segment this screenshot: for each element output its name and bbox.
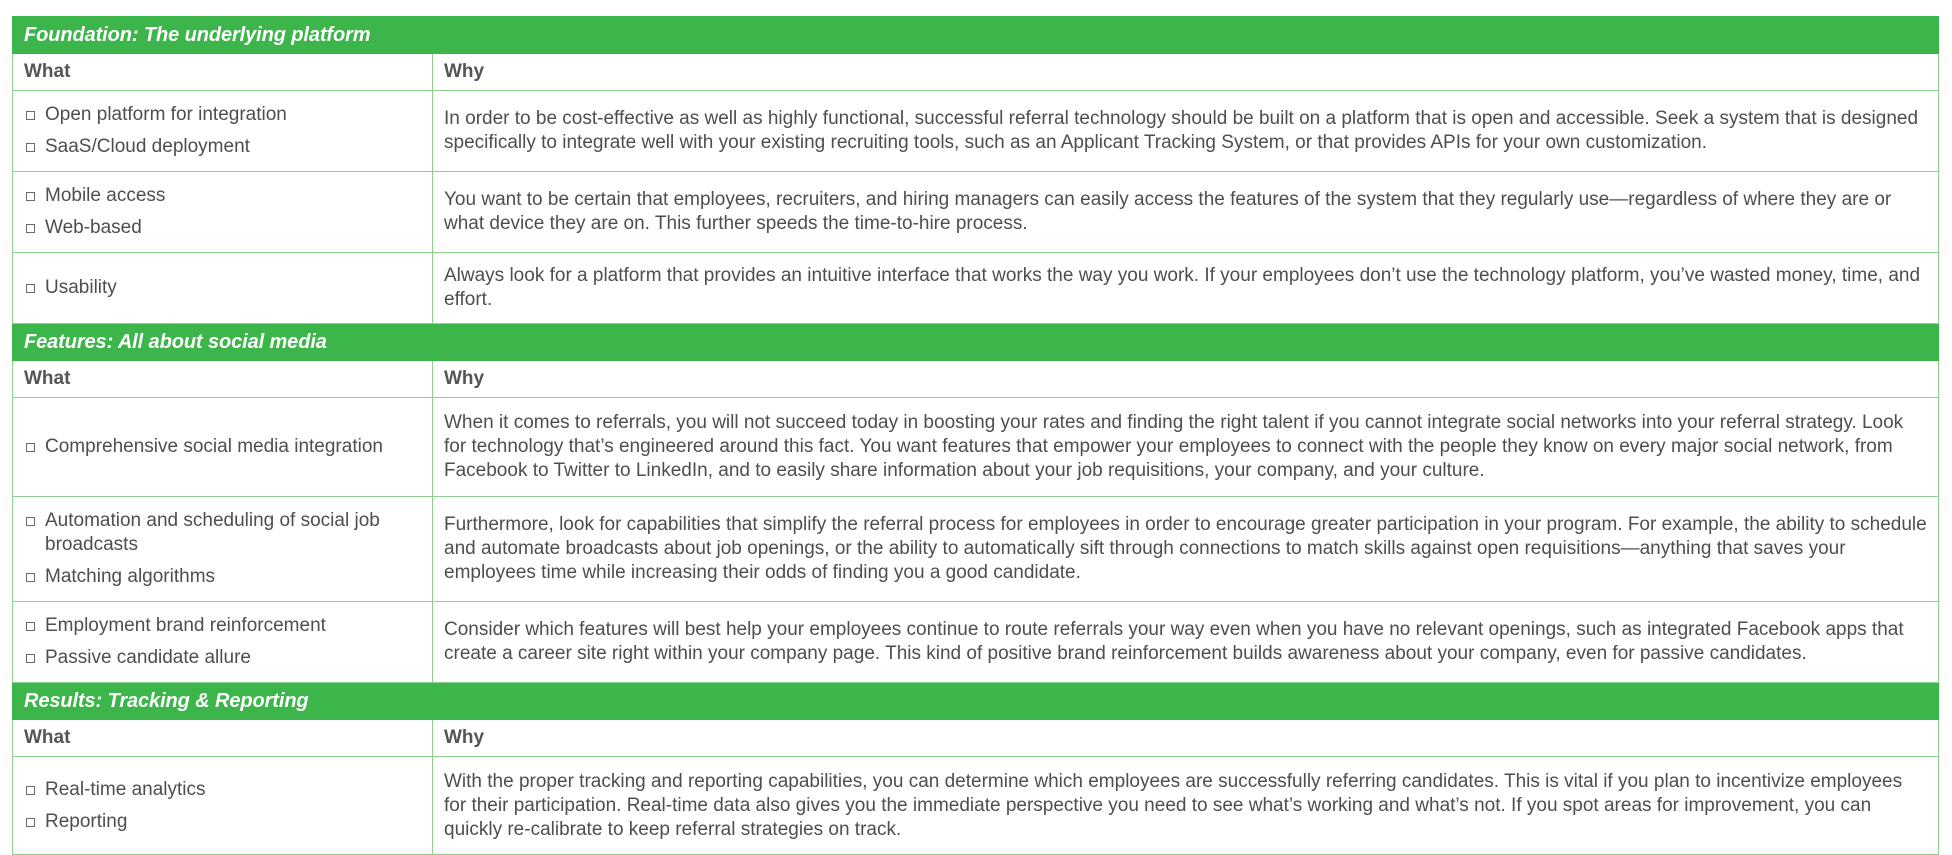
checkbox-bullet-icon [26,818,35,827]
why-header: Why [433,720,1939,757]
what-list [24,614,424,670]
checkbox-bullet-icon [26,111,35,120]
list-item-label: Real-time analytics [45,778,206,800]
table-row [13,253,1939,324]
list-item [24,135,424,159]
section-title: Features: All about social media [13,324,1939,361]
why-cell: In order to be cost-effective as well as highly functional, successful referral technology should be built on a platform that is open and accessible. Seek a system that is designed specifically to integrate well with your existing recruiting tools, such as an Applicant Tracking System, or that provides APIs for your own customization. [433,91,1939,172]
section-header-results [13,683,1939,720]
list-item [24,184,424,208]
list-item [24,614,424,638]
checkbox-bullet-icon [26,143,35,152]
why-header: Why [433,54,1939,91]
table-row [13,497,1939,602]
list-item-label: Matching algorithms [45,566,216,587]
what-cell [13,602,433,683]
table-row [13,602,1939,683]
what-cell [13,172,433,253]
table-row [13,757,1939,855]
what-list [24,184,424,240]
table-row [13,398,1939,497]
list-item [24,276,424,300]
why-cell: Furthermore, look for capabilities that simplify the referral process for employees in order to encourage greater participation in your program. For example, the ability to schedule and automate broadcasts about job openings, or the ability to automatically sift through connections to match skills against open requisitions—anything that saves your employees time while increasing their odds of finding you a good candidate. [433,497,1939,602]
what-cell [13,253,433,324]
checkbox-bullet-icon [26,284,35,293]
section-title: Results: Tracking & Reporting [13,683,1939,720]
what-header: What [13,361,433,398]
section-title: Foundation: The underlying platform [13,17,1939,54]
list-item [24,565,424,589]
what-header: What [13,54,433,91]
why-cell: With the proper tracking and reporting capabilities, you can determine which employees are successfully referring candidates. This is vital if you plan to incentivize employees for their participation. Real-time data also gives you the immediate perspective you need to see what’s working and what’s not. If you spot areas for improvement, you can quickly re-calibrate to keep referral strategies on track. [433,757,1939,855]
why-cell: You want to be certain that employees, recruiters, and hiring managers can easily access the features of the system that they regularly use—regardless of where they are or what device they are on. This further speeds the time-to-hire process. [433,172,1939,253]
referral-technology-table-container [12,16,1939,855]
column-header-row [13,361,1939,398]
referral-technology-table [12,16,1939,855]
why-cell: Always look for a platform that provides an intuitive interface that works the way you work. If your employees don’t use the technology platform, you’ve wasted money, time, and effort. [433,253,1939,324]
checkbox-bullet-icon [26,654,35,663]
list-item-label: Usability [45,277,117,298]
list-item-label: Passive candidate allure [45,647,251,668]
what-cell [13,757,433,855]
what-header: What [13,720,433,757]
column-header-row [13,720,1939,757]
checkbox-bullet-icon [26,192,35,201]
what-list [24,103,424,159]
section-header-foundation [13,17,1939,54]
list-item [24,646,424,670]
list-item [24,778,424,802]
column-header-row [13,54,1939,91]
list-item-label: Mobile access [45,185,166,206]
list-item [24,216,424,240]
checkbox-bullet-icon [26,786,35,795]
list-item-label: SaaS/Cloud deployment [45,136,250,157]
list-item-label: Automation and scheduling of social job broadcasts [45,510,380,555]
list-item-label: Comprehensive social media integration [45,436,383,457]
checkbox-bullet-icon [26,443,35,452]
list-item [24,103,424,127]
checkbox-bullet-icon [26,622,35,631]
checkbox-bullet-icon [26,573,35,582]
checkbox-bullet-icon [26,517,35,526]
what-list [24,276,424,300]
what-list [24,509,424,589]
why-cell: When it comes to referrals, you will not succeed today in boosting your rates and finding the right talent if you cannot integrate social networks into your referral strategy. Look for technology that’s engineered around this fact. You want features that empower your employees to connect with the people they know on every major social network, from Facebook to Twitter to LinkedIn, and to easily share information about your job requisitions, your company, and your culture. [433,398,1939,497]
why-cell: Consider which features will best help your employees continue to route referrals your way even when you have no relevant openings, such as integrated Facebook apps that create a career site right within your company page. This kind of positive brand reinforcement builds awareness about your company, even for passive candidates. [433,602,1939,683]
what-cell [13,398,433,497]
list-item-label: Web-based [45,217,142,238]
what-list [24,778,424,834]
why-header: Why [433,361,1939,398]
what-cell [13,497,433,602]
section-header-features [13,324,1939,361]
what-list [24,435,424,459]
what-cell [13,91,433,172]
list-item [24,435,424,459]
checkbox-bullet-icon [26,224,35,233]
list-item [24,509,424,557]
list-item-label: Reporting [45,810,128,832]
list-item-label: Open platform for integration [45,104,287,125]
table-row [13,172,1939,253]
list-item-label: Employment brand reinforcement [45,615,326,636]
table-row [13,91,1939,172]
list-item [24,810,424,834]
